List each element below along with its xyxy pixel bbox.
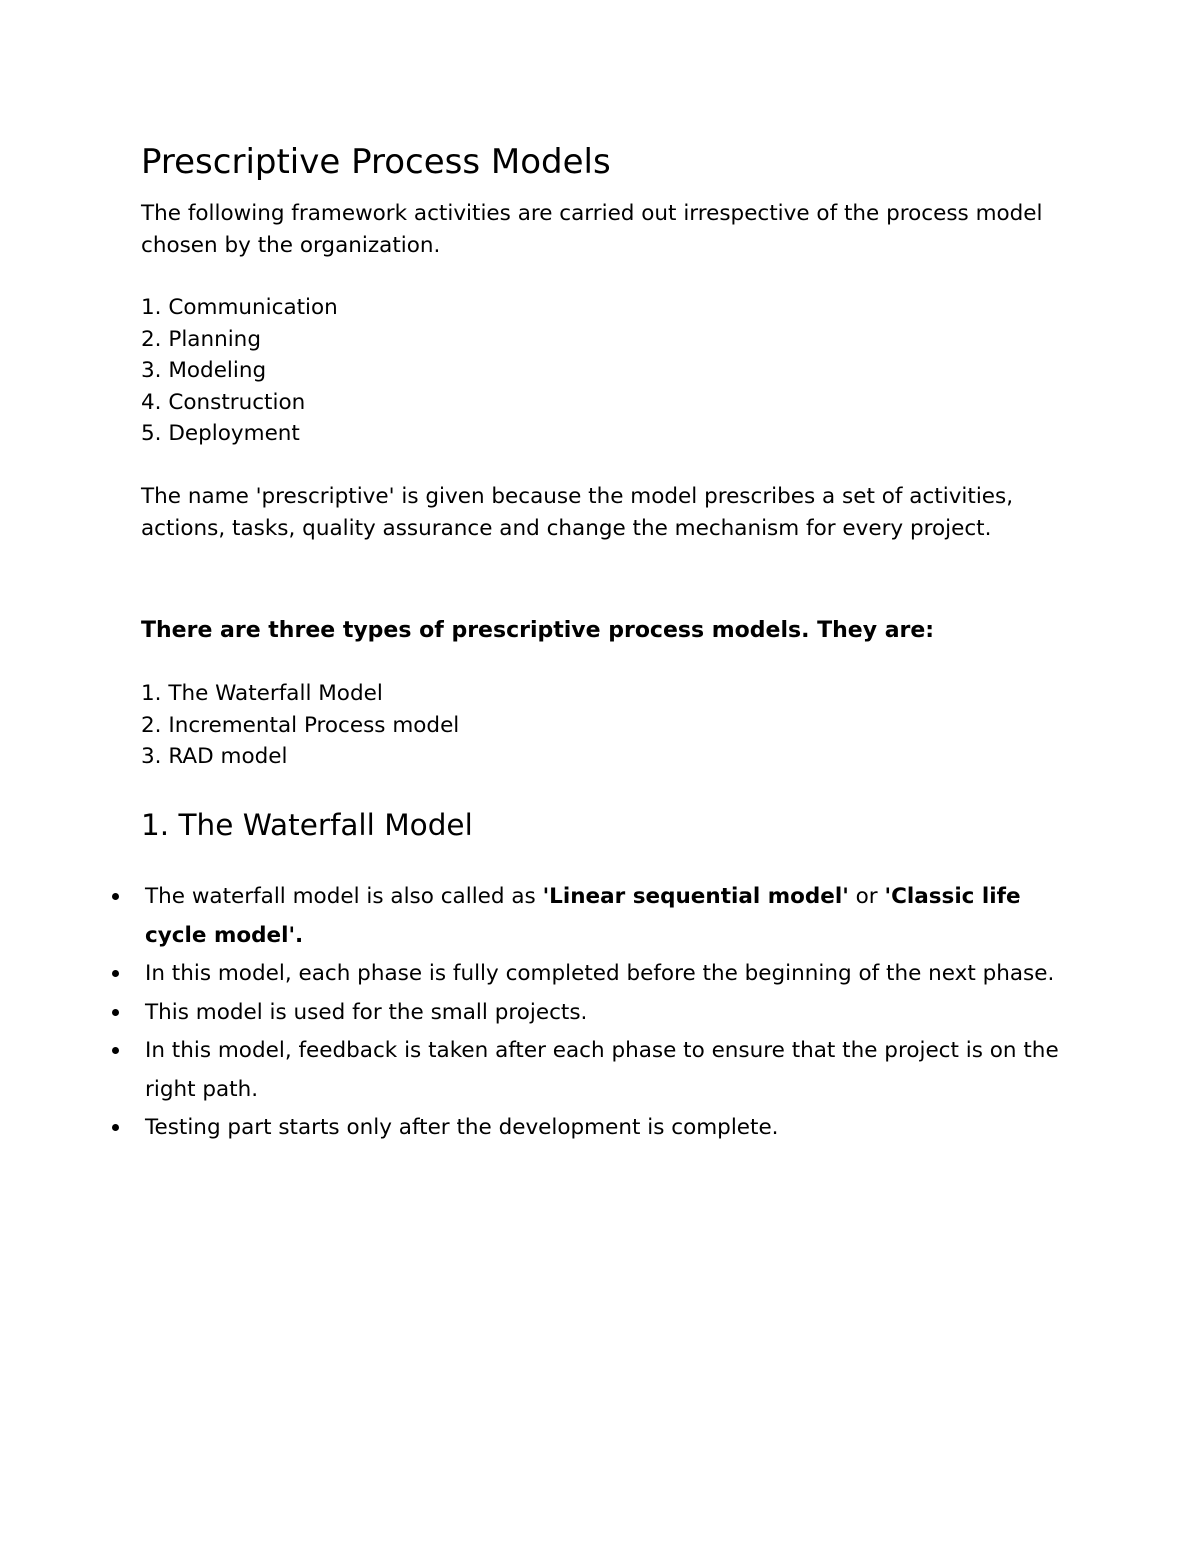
model-types-list xyxy=(141,678,459,773)
bullet-text: This model is used for the small projects. xyxy=(145,999,588,1025)
bullet-icon xyxy=(112,1124,119,1131)
list-item: 2. Planning xyxy=(141,326,261,352)
bullet-icon xyxy=(112,1009,119,1016)
intro-paragraph: The following framework activities are carried out irrespective of the process model chosen by the organization. xyxy=(141,201,1043,258)
list-item: 1. The Waterfall Model xyxy=(141,681,383,706)
list-item: 2. Incremental Process model xyxy=(141,712,460,738)
bullet-item xyxy=(0,1109,1080,1148)
list-item: 4. Construction xyxy=(141,389,306,415)
bullet-text: In this model, each phase is fully completed before the beginning of the next phase. xyxy=(145,961,1055,986)
list-item: 5. Deployment xyxy=(141,421,300,446)
waterfall-bullet-list xyxy=(0,878,1080,1148)
framework-activities-list xyxy=(141,292,338,450)
list-item: 1. Communication xyxy=(141,295,338,320)
bullet-icon xyxy=(112,1047,119,1054)
bullet-icon xyxy=(112,970,119,977)
bullet-item xyxy=(0,955,1080,994)
types-heading: There are three types of prescriptive process models. They are: xyxy=(141,618,935,643)
bullet-text: or xyxy=(848,884,885,909)
waterfall-section-heading: 1. The Waterfall Model xyxy=(141,808,473,842)
bullet-item xyxy=(0,1032,1080,1109)
list-item: 3. Modeling xyxy=(141,358,267,383)
page-title: Prescriptive Process Models xyxy=(141,142,611,182)
bullet-bold-term: 'Linear sequential model' xyxy=(542,884,849,909)
bullet-bold-term: 'Classic life cycle model'. xyxy=(145,884,1021,948)
bullet-text: In this model, feedback is taken after each phase to ensure that the project is on the right path. xyxy=(145,1038,1059,1102)
bullet-text: The waterfall model is also called as xyxy=(145,884,543,909)
list-item: 3. RAD model xyxy=(141,744,288,769)
explanation-paragraph: The name 'prescriptive' is given because the model prescribes a set of activities, actions, tasks, quality assurance and change the mechanism for every project. xyxy=(141,484,1014,541)
bullet-text: Testing part starts only after the development is complete. xyxy=(145,1115,779,1140)
bullet-icon xyxy=(112,893,119,900)
bullet-item xyxy=(0,994,1080,1033)
bullet-item xyxy=(0,878,1080,955)
